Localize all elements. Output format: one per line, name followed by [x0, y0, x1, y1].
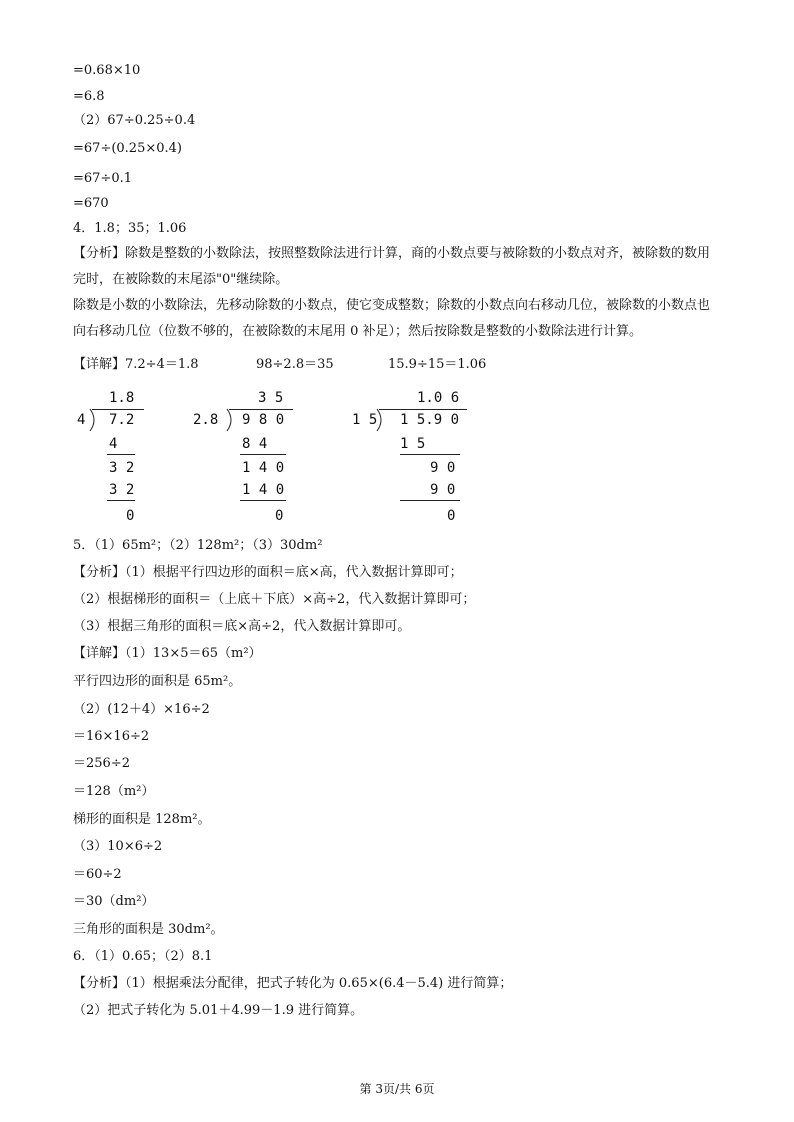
q4-detail-c: 15.9÷15＝1.06 [388, 357, 487, 372]
division-step: 1 4 0 [242, 482, 285, 498]
question-5-answer: 5．（1）65m²；（2）128m²；（3）30dm² [73, 538, 323, 553]
q5-detail-11: 三角形的面积是 30dm²。 [73, 922, 224, 937]
q4-analysis-2: 除数是小数的小数除法，先移动除数的小数点，使它变成整数；除数的小数点向右移动几位，被除数的小数点也向右移动几位（位数不够的，在被除数的末尾用 0 补足）；然后按除数是整数的小数除法进行计算。 [73, 298, 711, 339]
page-footer: 第 3页/共 6页 [359, 1082, 435, 1096]
calc-line-3: （2）67÷0.25÷0.4 [73, 113, 196, 128]
q4-detail-b: 98÷2.8＝35 [256, 357, 334, 372]
division-step: 3 2 [109, 460, 135, 476]
division-line [240, 454, 286, 455]
q5-detail-10: ＝30（dm²） [73, 894, 155, 909]
q5-detail-4: ＝16×16÷2 [73, 729, 150, 744]
division-line [400, 454, 460, 455]
q5-detail-7: 梯形的面积是 128m²。 [73, 812, 211, 827]
division-quotient: 3 5 [258, 390, 284, 406]
division-divisor: 1 5 [352, 412, 378, 428]
division-divisor: 4 [77, 412, 86, 428]
q6-analysis-1: 【分析】（1）根据乘法分配律，把式子转化为 0.65×(6.4－5.4) 进行简算； [73, 976, 513, 991]
division-divisor: 2.8 [193, 412, 219, 428]
division-bracket [89, 409, 101, 431]
division-bar [229, 409, 293, 410]
q4-analysis-1: 【分析】除数是整数的小数除法，按照整数除法进行计算，商的小数点要与被除数的小数点对齐，被除数的数用完时，在被除数的末尾添"0"继续除。 [73, 246, 711, 287]
division-remainder: 0 [447, 508, 456, 524]
division-bar [379, 409, 467, 410]
division-step: 1 5 [400, 436, 426, 452]
division-step: 1 4 0 [242, 460, 285, 476]
division-remainder: 0 [275, 508, 284, 524]
division-dividend: 9 8 0 [242, 412, 285, 428]
division-step: 8 4 [242, 436, 268, 452]
calc-line-5: =67÷0.1 [73, 171, 133, 186]
division-bracket [226, 409, 238, 431]
q5-analysis-2: （2）根据梯形的面积＝（上底＋下底）×高÷2，代入数据计算即可； [73, 592, 476, 607]
division-step: 9 0 [430, 460, 456, 476]
q5-detail-8: （3）10×6÷2 [73, 839, 163, 854]
q4-detail: 【详解】7.2÷4＝1.8 [73, 357, 199, 372]
q5-detail-3: （2）(12＋4）×16÷2 [73, 702, 210, 717]
question-6-answer: 6．（1）0.65；（2）8.1 [73, 949, 213, 964]
division-step: 9 0 [430, 482, 456, 498]
calc-line-6: =670 [73, 196, 109, 211]
question-4-answer: 4．1.8；35；1.06 [73, 221, 187, 236]
q5-detail-5: ＝256÷2 [73, 756, 130, 771]
division-dividend: 7.2 [109, 412, 135, 428]
calc-line-4: =67÷(0.25×0.4) [73, 141, 182, 156]
division-line [400, 500, 460, 501]
division-step: 4 [109, 436, 118, 452]
division-remainder: 0 [126, 508, 135, 524]
calc-line-2: =6.8 [73, 89, 105, 104]
q5-detail-6: ＝128（m²） [73, 784, 155, 799]
q5-detail-2: 平行四边形的面积是 65m²。 [73, 674, 242, 689]
q5-detail-1: 【详解】（1）13×5＝65（m²） [73, 646, 262, 661]
division-step: 3 2 [109, 482, 135, 498]
division-quotient: 1.8 [109, 390, 135, 406]
division-line [107, 500, 135, 501]
q5-detail-9: ＝60÷2 [73, 867, 122, 882]
division-bracket [376, 409, 388, 431]
calc-line-1: =0.68×10 [73, 63, 141, 78]
division-line [240, 500, 286, 501]
q6-analysis-2: （2）把式子转化为 5.01＋4.99－1.9 进行简算。 [73, 1003, 364, 1018]
division-quotient: 1.0 6 [417, 390, 460, 406]
q5-analysis-1: 【分析】（1）根据平行四边形的面积＝底×高，代入数据计算即可； [73, 565, 463, 580]
division-dividend: 1 5.9 0 [400, 412, 460, 428]
q5-analysis-3: （3）根据三角形的面积＝底×高÷2，代入数据计算即可。 [73, 619, 411, 634]
division-line [107, 454, 135, 455]
